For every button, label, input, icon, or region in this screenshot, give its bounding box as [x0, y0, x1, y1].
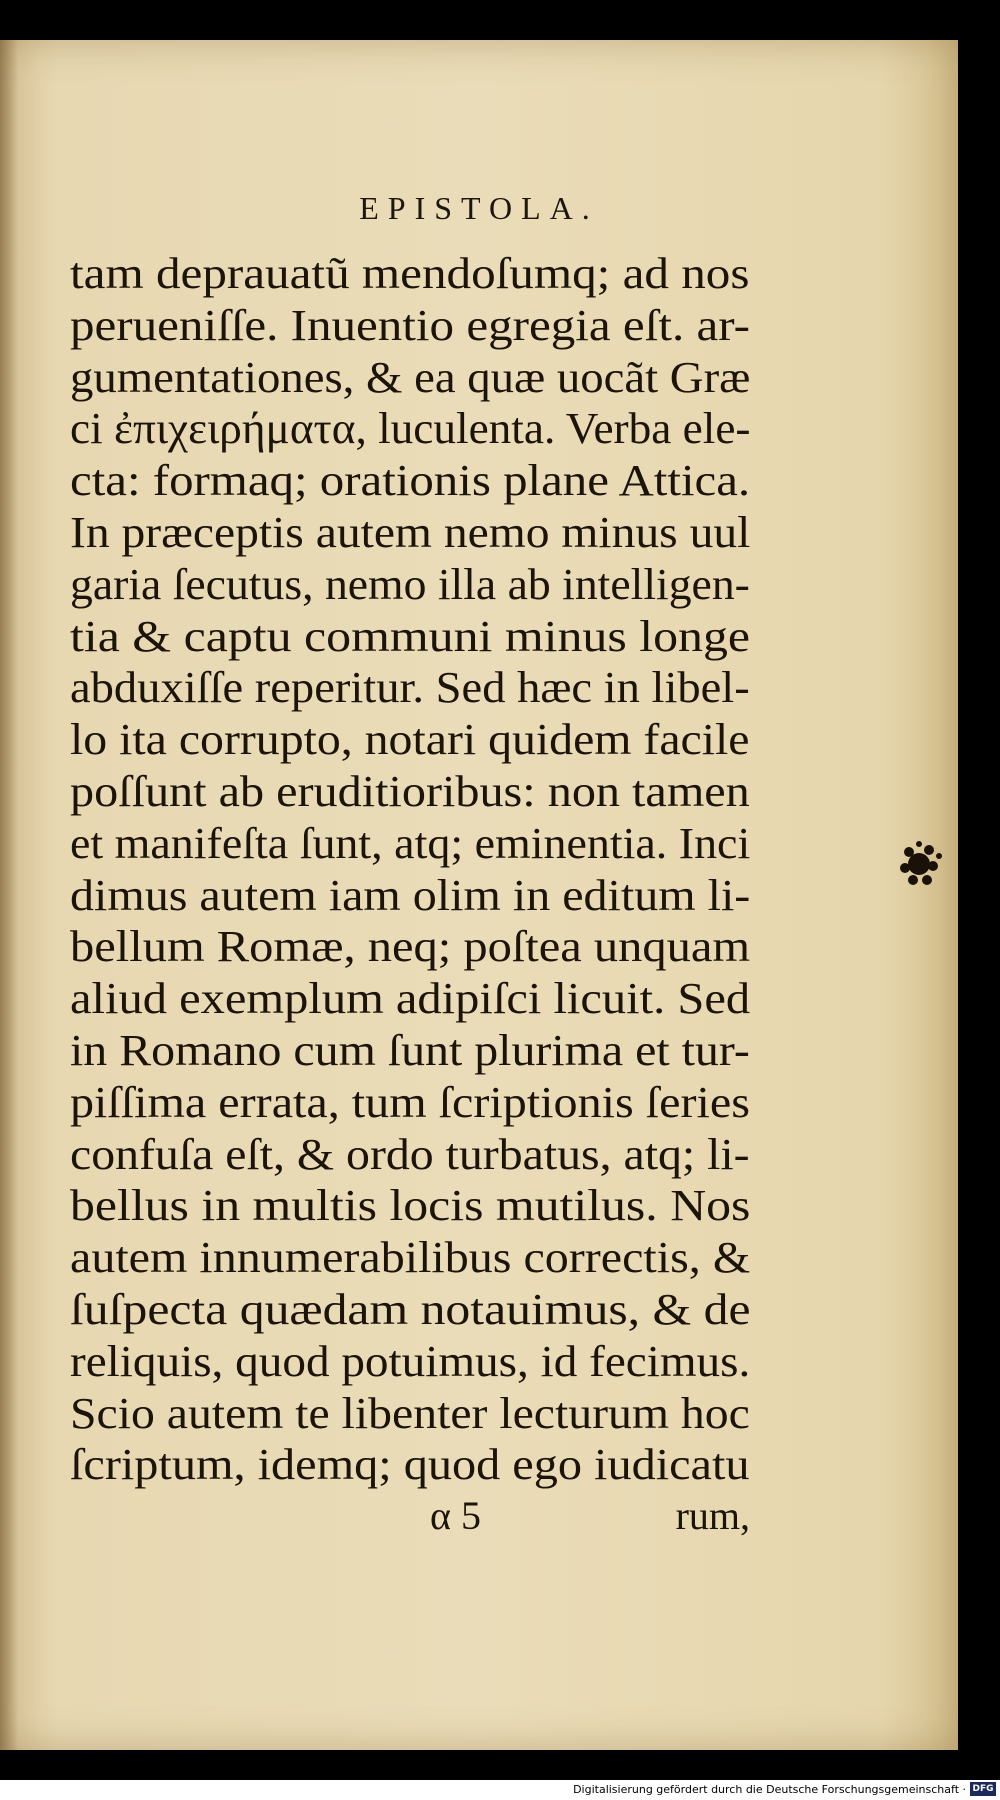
- text-block: [70, 248, 750, 1491]
- text-line: autem innumerabilibus correctis, &: [70, 1233, 751, 1283]
- catchword: rum,: [675, 1493, 750, 1538]
- text-line: perueniſſe. Inuentio egregia eſt. ar-: [70, 300, 750, 350]
- text-line: tam deprauatũ mendoſumq; ad nos: [70, 249, 750, 298]
- text-line: piſſima errata, tum ſcriptionis ſeries: [70, 1077, 750, 1127]
- text-line: in Romano cum ſunt plurima et tur-: [70, 1025, 750, 1075]
- text-line: confuſa eſt, & ordo turbatus, atq; li-: [70, 1129, 750, 1179]
- digitization-credit: Digitalisierung gefördert durch die Deutsche Forschungsgemeinschaft ·: [573, 1783, 966, 1796]
- dfg-logo: DFG: [970, 1782, 996, 1796]
- text-line: bellum Romæ, neq; poſtea unquam: [70, 922, 751, 972]
- text-line: dimus autem iam olim in editum li-: [70, 870, 751, 920]
- text-line: aliud exemplum adipiſci licuit. Sed: [70, 974, 751, 1024]
- running-header: EPISTOLA.: [359, 190, 599, 226]
- text-line: In præceptis autem nemo minus uul: [70, 507, 751, 557]
- text-line: reliquis, quod potuimus, id fecimus.: [70, 1336, 751, 1386]
- book-page: [0, 40, 958, 1750]
- text-line: tia & captu communi minus longe: [70, 611, 751, 661]
- text-line: lo ita corrupto, notari quidem facile: [70, 715, 750, 765]
- text-line: Scio autem te libenter lecturum hoc: [70, 1388, 750, 1438]
- text-line: abduxiſſe reperitur. Sed hæc in libel-: [70, 663, 750, 713]
- text-line: ci ἐπιχειρήματα, luculenta. Verba ele-: [70, 404, 751, 454]
- text-line: poſſunt ab eruditioribus: non tamen: [70, 766, 750, 816]
- ink-blot-ornament-icon: [893, 836, 945, 892]
- text-line: ſuſpecta quædam notauimus, & de: [70, 1284, 751, 1334]
- signature-mark: α 5: [430, 1493, 481, 1538]
- page-footer: [70, 1492, 750, 1544]
- text-line: et manifeſta ſunt, atq; eminentia. Inci: [70, 818, 751, 868]
- text-line: cta: formaq; orationis plane Attica.: [70, 456, 751, 506]
- text-line: ſcriptum, idemq; quod ego iudicatu: [70, 1440, 750, 1490]
- text-line: gumentationes, & ea quæ uocãt Græ: [70, 352, 751, 402]
- text-line: bellus in multis locis mutilus. Nos: [70, 1181, 751, 1231]
- text-line: garia ſecutus, nemo illa ab intelligen-: [70, 559, 750, 609]
